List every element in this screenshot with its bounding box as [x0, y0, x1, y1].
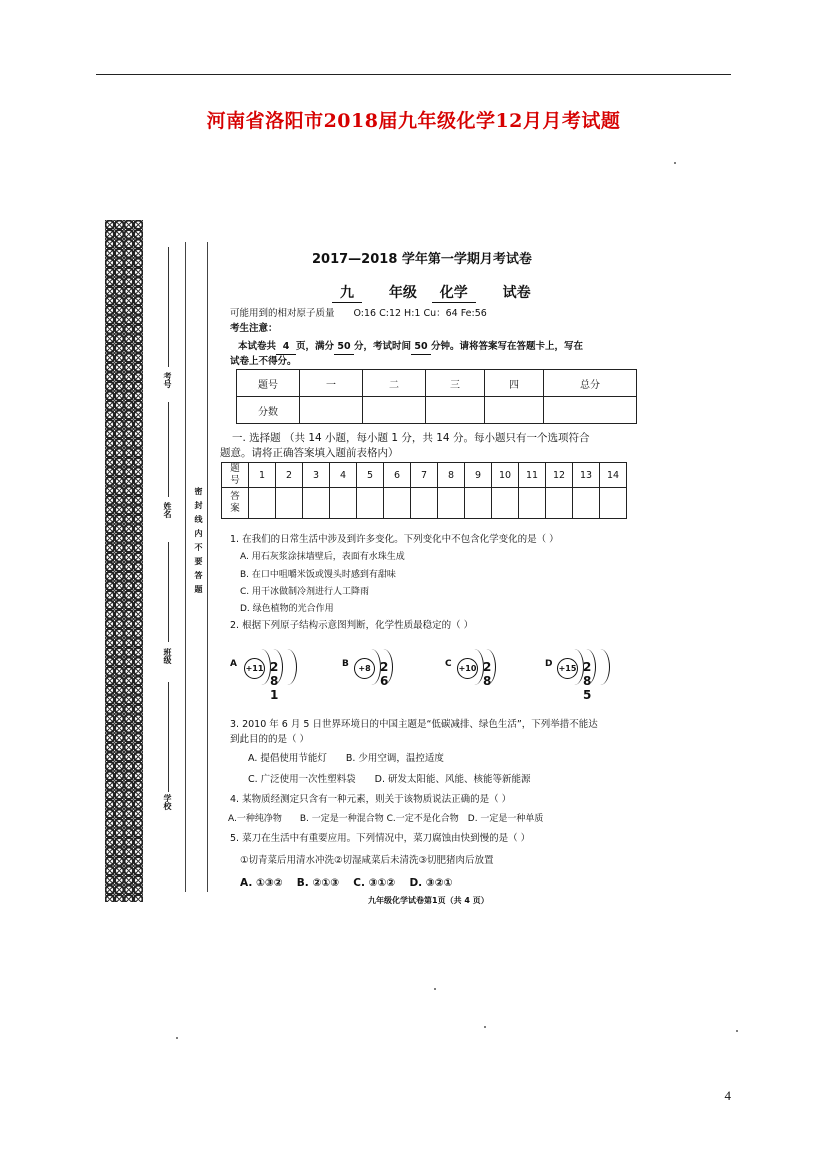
school-label: 学校: [163, 794, 172, 810]
answer-q-number: 8: [438, 463, 465, 488]
answer-cell[interactable]: [546, 488, 573, 519]
notice-part-d: 分钟。请将答案写在答题卡上，写在: [431, 341, 584, 352]
question-1-option-d: D. 绿色植物的光合作用: [240, 604, 334, 614]
answer-cell[interactable]: [411, 488, 438, 519]
answer-q-label: 题 号: [222, 463, 249, 488]
score-cell[interactable]: [363, 397, 426, 424]
notice-line-1: [238, 340, 583, 355]
binding-margin-pattern: [105, 220, 143, 902]
answer-cell[interactable]: [303, 488, 330, 519]
class-label: 班级: [163, 648, 172, 664]
answer-cell[interactable]: [573, 488, 600, 519]
answer-q-number: 11: [519, 463, 546, 488]
atom-nucleus: +11: [244, 658, 265, 679]
question-1-option-c: C. 用干冰做制冷剂进行人工降雨: [240, 587, 370, 597]
subject-value: 化学: [432, 282, 476, 303]
answer-q-number: 1: [249, 463, 276, 488]
score-row-label: 分数: [237, 397, 300, 424]
section1-line2: 题意。请将正确答案填入题前表格内）: [220, 447, 399, 459]
question-4: 4. 某物质经测定只含有一种元素，则关于该物质说法正确的是（ ）: [230, 794, 512, 805]
atom-letter: A: [230, 659, 237, 669]
name-label: 姓名: [163, 502, 172, 518]
page-count: 4: [276, 340, 296, 355]
electron-shell-arc: [374, 649, 393, 685]
notice-part-c: 分，考试时间: [354, 341, 412, 352]
answer-q-number: 13: [573, 463, 600, 488]
exam-no-label: 考号: [163, 372, 172, 388]
answer-q-number: 4: [330, 463, 357, 488]
answer-cell[interactable]: [330, 488, 357, 519]
answer-q-number: 3: [303, 463, 330, 488]
atom-nucleus: +8: [354, 658, 375, 679]
question-3-options-cd: C. 广泛使用一次性塑料袋 D. 研发太阳能、风能、核能等新能源: [248, 774, 531, 785]
exam-title: 2017—2018 学年第一学期月考试卷: [312, 252, 532, 267]
atom-letter: D: [545, 659, 553, 669]
answer-cell[interactable]: [519, 488, 546, 519]
exam-no-line: [168, 247, 169, 367]
scanned-exam-page: [100, 212, 655, 912]
full-score: 50: [334, 340, 354, 355]
atom-shells: 2 6: [380, 660, 389, 688]
question-1-option-a: A. 用石灰浆涂抹墙壁后，表面有水珠生成: [240, 552, 405, 562]
answer-cell[interactable]: [357, 488, 384, 519]
answer-cell[interactable]: [276, 488, 303, 519]
question-1-option-b: B. 在口中咀嚼米饭或馒头时感到有甜味: [240, 570, 396, 580]
atom-shells: 2 8 5: [583, 660, 592, 702]
answer-a-label: 答 案: [222, 488, 249, 519]
atom-shells: 2 8 1: [270, 660, 279, 702]
notice-title: 考生注意：: [230, 323, 278, 334]
electron-shell-arc: [477, 649, 496, 685]
score-header-cell: 一: [300, 370, 363, 397]
atom-letter: C: [445, 659, 452, 669]
school-line: [168, 682, 169, 792]
question-3-line2: 到此目的的是（ ）: [230, 734, 310, 745]
page-number: 4: [724, 1088, 731, 1103]
exam-page-footer: 九年级化学试卷第1页（共 4 页）: [368, 896, 489, 905]
notice-part-a: 本试卷共: [238, 341, 277, 352]
answer-cell[interactable]: [384, 488, 411, 519]
grade-subject-line: [332, 282, 531, 303]
atom-diagrams: [230, 647, 630, 702]
score-cell[interactable]: [426, 397, 485, 424]
question-5-items: ①切青菜后用清水冲洗②切湿咸菜后未清洗③切肥猪肉后放置: [240, 855, 494, 866]
answer-q-number: 7: [411, 463, 438, 488]
grade-word: 年级: [388, 285, 417, 301]
section1-line1: 一. 选择题 （共 14 小题，每小题 1 分，共 14 分。每小题只有一个选项符合: [232, 432, 590, 444]
electron-shell-arc: [591, 649, 610, 685]
question-4-options: A.一种纯净物 B. 一定是一种混合物 C.一定不是化合物 D. 一定是一种单质: [228, 814, 544, 824]
atom-letter: B: [342, 659, 349, 669]
answer-cell[interactable]: [492, 488, 519, 519]
question-1: 1. 在我们的日常生活中涉及到许多变化。下列变化中不包含化学变化的是（ ）: [230, 534, 559, 545]
score-header-cell: 三: [426, 370, 485, 397]
scan-speck: [484, 1026, 486, 1028]
paper-word: 试卷: [502, 285, 531, 301]
answer-table: [221, 462, 627, 519]
seal-line-right: [207, 242, 208, 892]
grade-value: 九: [332, 282, 362, 303]
score-header-cell: 二: [363, 370, 426, 397]
atom-nucleus: +10: [457, 658, 478, 679]
score-cell[interactable]: [544, 397, 637, 424]
scan-speck: [176, 1037, 178, 1039]
answer-q-number: 10: [492, 463, 519, 488]
question-5: 5. 菜刀在生活中有重要应用。下列情况中，菜刀腐蚀由快到慢的是（ ）: [230, 833, 531, 844]
score-header-cell: 总分: [544, 370, 637, 397]
notice-line-2: 试卷上不得分。: [230, 356, 297, 367]
question-3-options-ab: A. 提倡使用节能灯 B. 少用空调，温控适度: [248, 753, 444, 764]
answer-q-number: 6: [384, 463, 411, 488]
atomic-mass-note: 可能用到的相对原子质量 O:16 C:12 H:1 Cu：64 Fe:56: [230, 308, 487, 319]
score-cell[interactable]: [300, 397, 363, 424]
atom-shells: 2 8: [483, 660, 492, 688]
answer-q-number: 12: [546, 463, 573, 488]
scan-speck: [736, 1030, 738, 1032]
atom-nucleus: +15: [557, 658, 578, 679]
question-2: 2. 根据下列原子结构示意图判断，化学性质最稳定的（ ）: [230, 620, 474, 631]
seal-notice: 密封线内不要答题: [194, 487, 203, 599]
answer-cell[interactable]: [600, 488, 627, 519]
electron-shell-arc: [278, 649, 297, 685]
answer-cell[interactable]: [438, 488, 465, 519]
score-table: [236, 369, 637, 424]
answer-cell[interactable]: [465, 488, 492, 519]
answer-q-number: 14: [600, 463, 627, 488]
header-rule: [96, 74, 731, 75]
question-5-options: A. ①③② B. ②①③ C. ③①② D. ③②①: [240, 877, 453, 889]
question-3-line1: 3. 2010 年 6 月 5 日世界环境日的中国主题是“低碳减排、绿色生活”，下列举措不能达: [230, 719, 598, 730]
scan-speck: [434, 988, 436, 990]
exam-time: 50: [411, 340, 431, 355]
class-line: [168, 542, 169, 642]
score-header-cell: 题号: [237, 370, 300, 397]
scan-speck: [674, 162, 676, 164]
notice-part-b: 页，满分: [296, 341, 335, 352]
answer-q-number: 2: [276, 463, 303, 488]
answer-q-number: 5: [357, 463, 384, 488]
score-cell[interactable]: [485, 397, 544, 424]
score-header-cell: 四: [485, 370, 544, 397]
name-line: [168, 402, 169, 497]
answer-cell[interactable]: [249, 488, 276, 519]
answer-q-number: 9: [465, 463, 492, 488]
seal-line-left: [185, 242, 186, 892]
document-title: 河南省洛阳市2018届九年级化学12月月考试题: [206, 110, 621, 132]
